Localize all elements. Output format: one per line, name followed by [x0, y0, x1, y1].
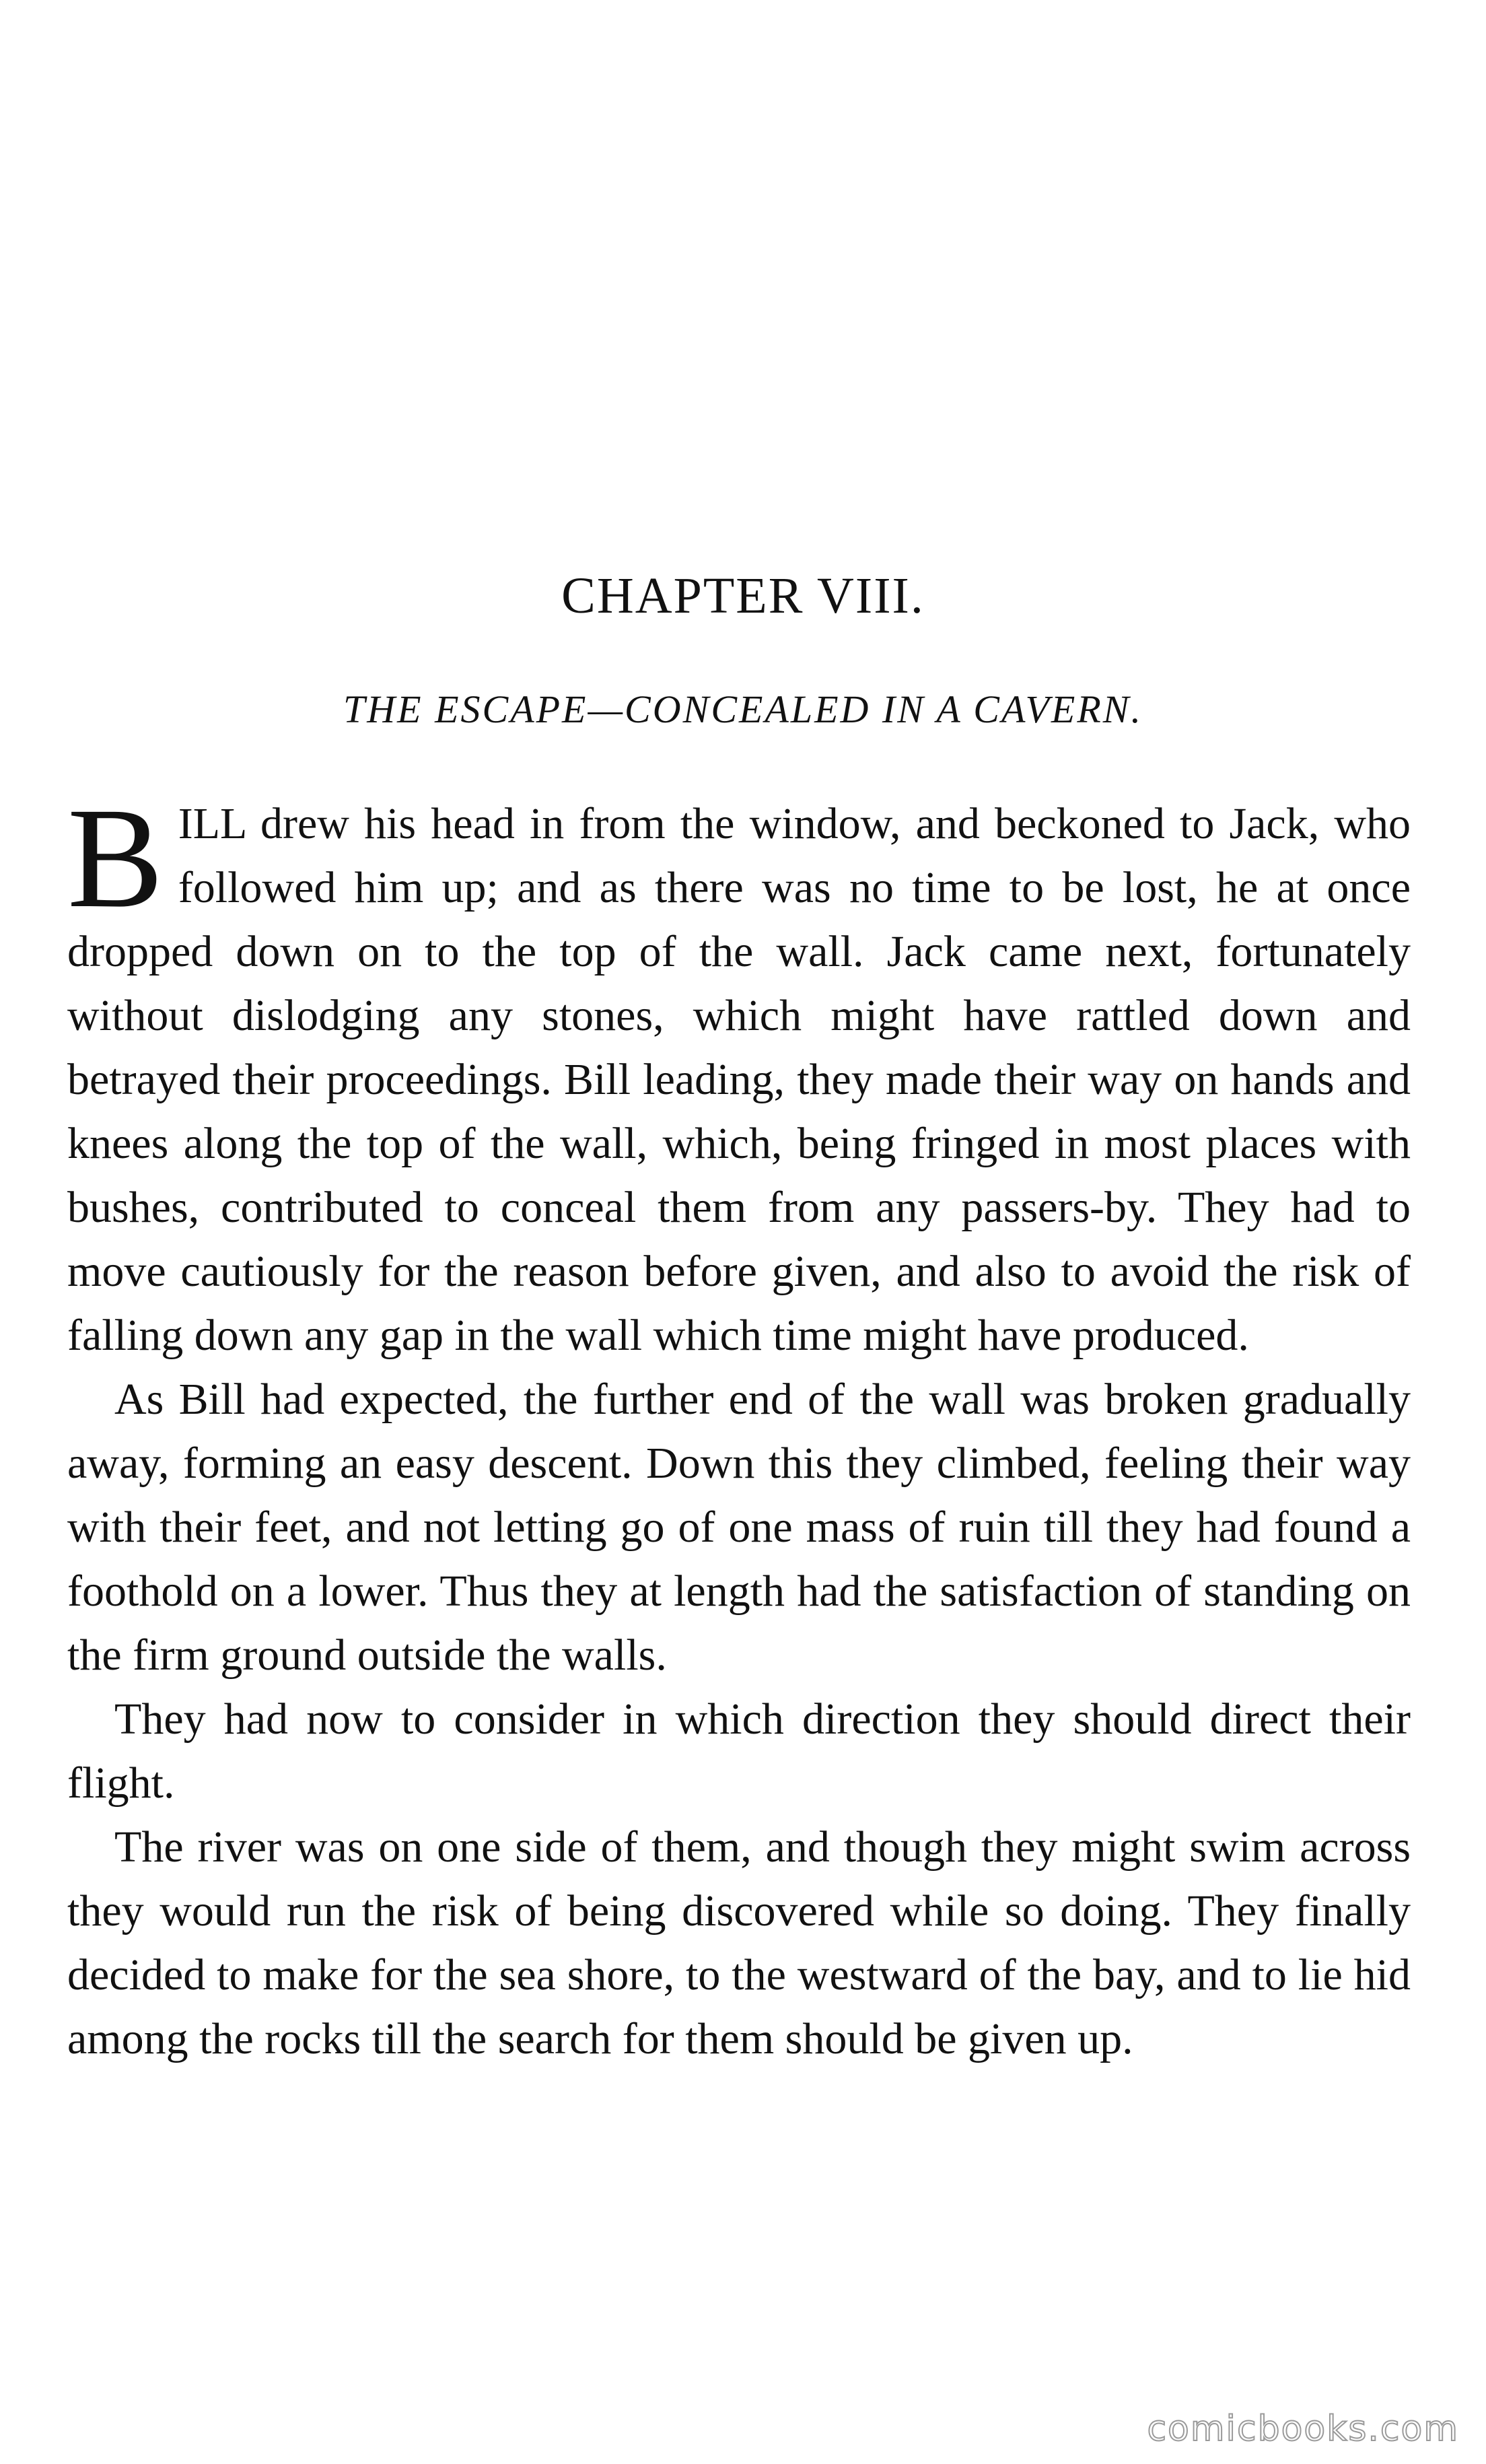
chapter-title: CHAPTER VIII.	[561, 568, 925, 624]
paragraph-1	[67, 778, 1411, 1367]
paragraph-2: As Bill had expected, the further end of the wall was broken gradually away, forming an easy descent. Down this they climbed, feeling their way with their feet, and not letting go of one mass of ruin till they had found a foothold on a lower. Thus they at length had the satisfaction of standing on the firm ground outside the walls.	[67, 1375, 1411, 1680]
drop-cap: B	[67, 778, 164, 938]
chapter-subtitle: THE ESCAPE—CONCEALED IN A CAVERN.	[343, 687, 1143, 731]
paragraph-3: They had now to consider in which direction they should direct their flight.	[67, 1695, 1411, 1808]
paragraph-1-text: ILL drew his head in from the window, and beckoned to Jack, who followed him up; and as there was no time to be lost, he at once dropped down on to the top of the wall. Jack came next, fortunately without dislodging any stones, which might have rattled down and betrayed their proceedings. Bill leading, they made their way on hands and knees along the top of the wall, which, being fringed in most places with bushes, contributed to conceal them from any passers-by. They had to move cautiously for the reason before given, and also to avoid the risk of falling down any gap in the wall which time might have produced.	[67, 799, 1411, 1360]
paragraph-4: The river was on one side of them, and though they might swim across they would run the risk of being discovered while so doing. They finally decided to make for the sea shore, to the westward of the bay, and to lie hid among the rocks till the search for them should be given up.	[67, 1822, 1411, 2063]
site-watermark: comicbooks.com	[1147, 2409, 1459, 2449]
chapter-body	[67, 778, 1411, 2071]
